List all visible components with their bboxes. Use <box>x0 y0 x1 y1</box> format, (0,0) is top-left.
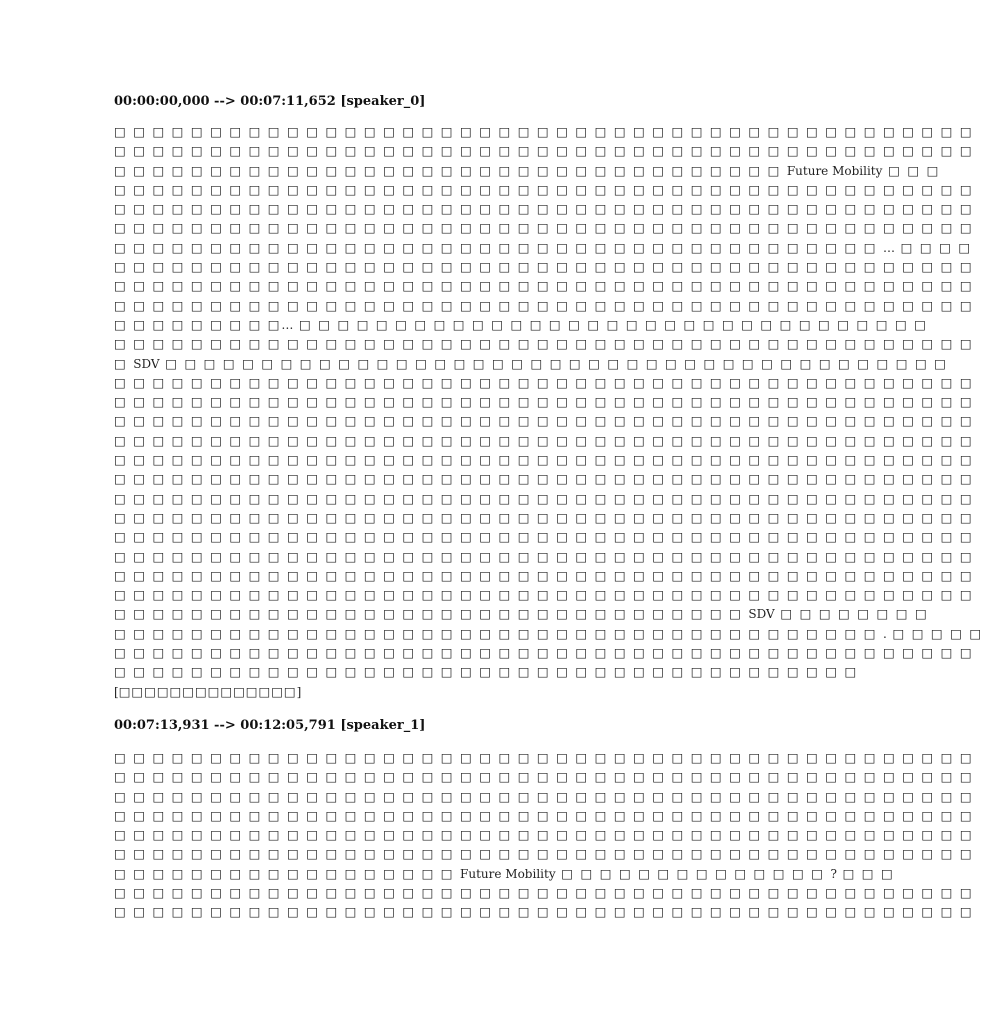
transcript-line <box>114 199 974 218</box>
transcript-text: □ □ □ □ □ □ □ □ □ □ □ □ □ □ □ □ □ □ □ □ □ □ □ □ □ □ □ □ □ □ □ □ □ □ □ □ □ □ □ □ □ □ □ □ □ <box>114 769 974 785</box>
transcript-line <box>114 825 974 844</box>
segment-header: 00:07:13,931 --> 00:12:05,791 [speaker_1] <box>114 718 426 733</box>
transcript-text: □ □ □ □ □ □ □ □ □ □ □ □ □ □ □ □ □ □ □ □ □ □ □ □ □ □ □ □ □ □ □ □ □ □ □ □ □ □ □ □ □ □ □ □ □ <box>114 904 974 920</box>
transcript-line <box>114 276 974 295</box>
transcript-text: Future Mobility <box>786 163 883 178</box>
transcript-text: □ □ □ □ □ □ □ □ □ □ □ □ □ □ □ □ □ □ □ □ □ □ □ □ □ □ □ □ □ □ □ □ □ □ □ □ □ □ □ □ □ <box>159 355 948 371</box>
transcript-line <box>114 296 974 315</box>
transcript-line <box>114 883 974 902</box>
transcript-text: □ □ □ □ □ □ □ □ □ □ □ □ □ □ □ □ □ □ □ □ □ □ □ □ □ □ □ □ □ □ □ □ □ □ □ □ □ □ □ □ □ □ □ □ □ <box>114 394 974 410</box>
transcript-text: … <box>882 240 895 255</box>
transcript-line <box>114 844 974 863</box>
transcript-text: . <box>882 626 887 641</box>
transcript-text: □ □ □ □ □ □ □ □ □ □ □ □ □ □ □ □ □ □ □ □ □ □ □ □ □ □ □ □ □ □ □ □ □ □ □ □ □ □ □ □ □ □ □ □ □ <box>114 529 974 545</box>
transcript-line <box>114 257 974 276</box>
transcript-block <box>114 122 983 701</box>
transcript-line <box>114 643 974 662</box>
transcript-text: □ □ □ □ □ □ □ □ □ □ □ □ □ □ □ □ □ □ □ □ □ □ □ □ □ □ □ □ □ □ □ □ □ □ □ □ □ □ □ □ □ □ □ □ □ <box>114 807 974 823</box>
transcript-line <box>114 585 974 604</box>
transcript-line <box>114 864 895 883</box>
transcript-text: □ □ □ □ □ □ □ □ □ □ □ □ □ □ □ □ □ □ □ □ □ □ □ □ □ □ □ □ □ □ □ □ □ □ □ □ □ □ □ □ □ □ □ □ □ <box>114 374 974 390</box>
transcript-line <box>114 748 974 767</box>
transcript-text: □ □ □ □ □ □ □ □ <box>774 606 929 622</box>
transcript-line <box>114 662 859 681</box>
transcript-text: □ □ □ □ □ □ □ □ □ □ □ □ □ □ □ □ □ □ □ □ □ □ □ □ □ □ □ □ □ □ □ □ □ □ □ □ □ □ □ □ □ □ □ □ □ <box>114 143 974 159</box>
transcript-text: □ □ □ □ □ □ □ □ □ □ □ □ □ □ □ □ □ □ □ □ □ □ □ □ □ □ □ □ □ □ □ □ □ □ □ □ □ □ □ □ □ □ □ □ □ <box>114 827 974 843</box>
transcript-text: □ □ □ □ □ □ □ □ □ □ □ □ □ □ □ □ □ □ □ □ □ □ □ □ □ □ □ □ □ □ □ □ □ □ □ □ □ □ □ □ □ □ □ □ □ <box>114 124 974 139</box>
transcript-text: □ □ □ □ □ □ □ □ □ □ □ □ □ □ □ □ □ □ □ □ □ □ □ □ □ □ □ □ □ □ □ □ □ □ □ □ □ □ □ □ □ □ □ □ □ <box>114 885 974 901</box>
transcript-text: □ □ □ □ □ □ □ □ □ □ □ □ □ □ □ □ □ □ □ □ □ □ □ □ □ □ □ □ □ □ □ □ □ □ □ □ □ □ □ □ □ □ □ □ □ <box>114 788 974 804</box>
transcript-text: □ □ □ □ □ □ □ □ □ □ □ □ □ □ □ □ □ □ □ □ □ □ □ □ □ □ □ □ □ □ □ □ □ □ □ □ □ □ □ □ □ □ □ □ □ <box>114 336 974 352</box>
transcript-line <box>114 334 974 353</box>
transcript-text: □ □ □ □ □ □ □ □ □ □ □ □ □ □ <box>555 865 831 881</box>
transcript-text: □ □ □ □ □ □ □ □ □ □ □ □ □ □ □ □ □ □ □ □ □ □ □ □ □ □ □ □ □ □ □ □ □ □ □ □ □ □ □ □ □ □ □ □ □ <box>114 413 974 429</box>
transcript-text: □ □ □ □ □ □ □ □ □ □ □ □ □ □ □ □ □ □ □ □ □ □ □ □ □ □ □ □ □ □ □ □ □ □ □ □ □ □ □ □ □ □ □ □ □ <box>114 509 974 525</box>
transcript-line <box>114 902 974 921</box>
transcript-text: … <box>281 317 294 332</box>
transcript-line <box>114 218 974 237</box>
transcript-line <box>114 315 928 334</box>
transcript-line <box>114 180 974 199</box>
transcript-text: □ □ □ □ □ □ □ □ □ □ □ □ □ □ □ □ □ □ □ □ □ □ □ □ □ □ □ □ □ □ □ □ □ □ □ □ □ □ □ □ □ □ □ □ □ <box>114 490 974 506</box>
transcript-line <box>114 604 929 623</box>
transcript-text: □ □ □ □ □ □ □ □ □ □ □ □ □ □ □ □ □ □ □ □ □ □ □ □ □ □ □ □ □ □ □ □ □ □ □ □ □ □ □ □ □ □ □ □ □ <box>114 567 974 583</box>
transcript-text: □ □ □ □ □ □ □ □ □ □ □ □ □ □ □ □ □ □ □ □ □ □ □ □ □ □ □ □ □ □ □ □ □ □ □ □ □ □ □ □ □ □ □ □ □ <box>114 201 974 217</box>
transcript-text: □ □ □ □ □ □ □ □ □ □ □ □ □ □ □ □ □ □ <box>114 865 461 881</box>
transcript-text: SDV <box>748 607 775 622</box>
transcript-line <box>114 547 974 566</box>
transcript-text: □ □ □ □ □ □ □ □ □ □ □ □ □ □ □ □ □ □ □ □ □ □ □ □ □ □ □ □ □ □ □ □ □ □ □ □ □ □ □ □ □ □ □ □ □ <box>114 220 974 236</box>
transcript-line <box>114 806 974 825</box>
transcript-line <box>114 527 974 546</box>
segment-header: 00:00:00,000 --> 00:07:11,652 [speaker_0] <box>114 94 426 109</box>
transcript-line <box>114 767 974 786</box>
transcript-line <box>114 624 983 643</box>
transcript-text: □ □ □ □ □ □ □ □ □ □ □ □ □ □ □ □ □ □ □ □ □ □ □ □ □ □ □ □ □ □ □ □ □ □ □ □ □ □ □ □ □ □ □ □ □ <box>114 750 974 765</box>
transcript-text: □ □ □ □ □ □ □ □ □ □ □ □ □ □ □ □ □ □ □ □ □ □ □ □ □ □ □ □ □ □ □ □ □ □ □ □ □ □ □ □ □ □ □ □ □ <box>114 846 974 862</box>
transcript-block <box>114 748 974 922</box>
transcript-text: □ □ □ □ □ □ □ □ □ □ □ □ □ □ □ □ □ □ □ □ □ □ □ □ □ □ □ □ □ □ □ □ □ □ □ <box>114 162 787 178</box>
transcript-line <box>114 238 972 257</box>
transcript-text: □ □ □ □ □ □ □ □ □ □ □ □ □ □ □ □ □ □ □ □ □ □ □ □ □ □ □ □ □ □ □ □ □ <box>293 316 928 332</box>
transcript-text: □ □ □ □ □ □ □ □ □ □ □ □ □ □ □ □ □ □ □ □ □ □ □ □ □ □ □ □ □ □ □ □ □ □ □ □ □ □ □ □ □ □ □ □ □ <box>114 432 974 448</box>
transcript-line <box>114 508 974 527</box>
transcript-line <box>114 682 674 701</box>
transcript-text: □ □ □ □ □ <box>886 625 983 641</box>
transcript-line <box>114 489 974 508</box>
transcript-text: □ □ □ □ □ □ □ □ □ □ □ □ □ □ □ □ □ □ □ □ □ □ □ □ □ □ □ □ □ □ □ □ □ <box>114 606 749 622</box>
transcript-text: Future Mobility <box>460 866 556 881</box>
transcript-text: □ <box>114 355 134 371</box>
transcript-text: □ □ □ □ □ □ □ □ □ □ □ □ □ □ □ □ □ □ □ □ □ □ □ □ □ □ □ □ □ □ □ □ □ □ □ □ □ □ □ □ □ □ □ □ □ <box>114 452 974 468</box>
transcript-text: ] <box>296 684 302 699</box>
transcript-line <box>114 373 974 392</box>
transcript-line <box>114 469 974 488</box>
transcript-text: □ □ □ □ <box>894 239 972 255</box>
transcript-text: □ □ □ <box>836 865 895 881</box>
transcript-text: □ □ □ □ □ □ □ □ □ □ □ □ □ □ □ □ □ □ □ □ □ □ □ □ □ □ □ □ □ □ □ □ □ □ □ □ □ □ □ □ □ □ □ □ □ <box>114 471 974 487</box>
transcript-text: □ □ □ □ □ □ □ □ □ □ □ □ □ □ □ □ □ □ □ □ □ □ □ □ □ □ □ □ □ □ □ □ □ □ □ □ □ □ □ <box>114 664 859 680</box>
transcript-text: SDV <box>133 356 160 371</box>
transcript-line <box>114 411 974 430</box>
transcript-text: □ □ □ □ □ □ □ □ □ □ □ □ □ □ □ □ □ □ □ □ □ □ □ □ □ □ □ □ □ □ □ □ □ □ □ □ □ □ □ □ □ □ □ □ □ <box>114 587 974 603</box>
transcript-line <box>114 450 974 469</box>
transcript-text: □ □ □ <box>882 162 941 178</box>
transcript-text: □ □ □ □ □ □ □ □ □ <box>114 316 282 332</box>
transcript-text: □ □ □ □ □ □ □ □ □ □ □ □ □ □ □ □ □ □ □ □ □ □ □ □ □ □ □ □ □ □ □ □ □ □ □ □ □ □ □ □ <box>114 239 883 255</box>
transcript-line <box>114 122 974 141</box>
transcript-text: □□□□□□□□□□□□□□ <box>118 683 297 699</box>
transcript-line <box>114 161 941 180</box>
transcript-text: □ □ □ □ □ □ □ □ □ □ □ □ □ □ □ □ □ □ □ □ □ □ □ □ □ □ □ □ □ □ □ □ □ □ □ □ □ □ □ □ □ □ □ □ □ <box>114 297 974 313</box>
transcript-text: □ □ □ □ □ □ □ □ □ □ □ □ □ □ □ □ □ □ □ □ □ □ □ □ □ □ □ □ □ □ □ □ □ □ □ □ □ □ □ □ □ □ □ □ □ <box>114 181 974 197</box>
transcript-text: □ □ □ □ □ □ □ □ □ □ □ □ □ □ □ □ □ □ □ □ □ □ □ □ □ □ □ □ □ □ □ □ □ □ □ □ □ □ □ □ □ □ □ □ □ <box>114 278 974 294</box>
transcript-text: □ □ □ □ □ □ □ □ □ □ □ □ □ □ □ □ □ □ □ □ □ □ □ □ □ □ □ □ □ □ □ □ □ □ □ □ □ □ □ □ <box>114 625 883 641</box>
transcript-text: □ □ □ □ □ □ □ □ □ □ □ □ □ □ □ □ □ □ □ □ □ □ □ □ □ □ □ □ □ □ □ □ □ □ □ □ □ □ □ □ □ □ □ □ □ <box>114 645 974 661</box>
transcript-text: [ <box>114 684 119 699</box>
transcript-text: □ □ □ □ □ □ □ □ □ □ □ □ □ □ □ □ □ □ □ □ □ □ □ □ □ □ □ □ □ □ □ □ □ □ □ □ □ □ □ □ □ □ □ □ □ <box>114 259 974 275</box>
transcript-line <box>114 141 974 160</box>
transcript-line <box>114 392 974 411</box>
transcript-text: ? <box>830 866 837 881</box>
transcript-line <box>114 431 974 450</box>
transcript-line <box>114 787 974 806</box>
transcript-line <box>114 354 948 373</box>
transcript-text: □ □ □ □ □ □ □ □ □ □ □ □ □ □ □ □ □ □ □ □ □ □ □ □ □ □ □ □ □ □ □ □ □ □ □ □ □ □ □ □ □ □ □ □ □ <box>114 548 974 564</box>
transcript-line <box>114 566 974 585</box>
